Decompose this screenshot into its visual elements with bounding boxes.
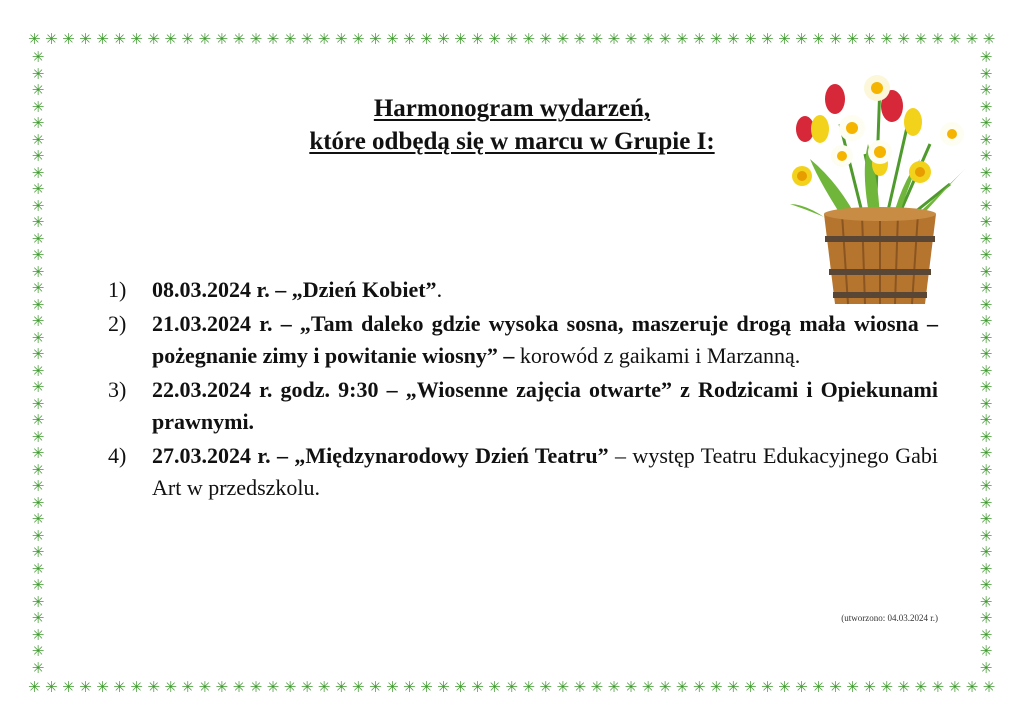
border-asterisk-icon: ✳	[31, 609, 45, 627]
event-title: 08.03.2024 r. – „Dzień Kobiet”	[152, 277, 437, 302]
border-asterisk-icon: ✳	[31, 411, 45, 429]
border-asterisk-icon: ✳	[232, 30, 246, 48]
border-asterisk-icon: ✳	[31, 48, 45, 66]
border-asterisk-icon: ✳	[979, 526, 993, 545]
border-asterisk-icon: ✳	[62, 30, 75, 48]
border-asterisk-icon: ✳	[300, 678, 314, 696]
title-line-2: które odbędą się w marcu w Grupie I:	[309, 128, 715, 155]
border-asterisk-icon: ✳	[979, 510, 993, 528]
border-asterisk-icon: ✳	[880, 30, 893, 48]
border-asterisk-icon: ✳	[979, 328, 993, 347]
border-asterisk-icon: ✳	[979, 196, 993, 215]
border-asterisk-icon: ✳	[471, 678, 484, 696]
border-asterisk-icon: ✳	[948, 678, 962, 696]
event-details: – występ Teatru Edukacyjnego Gabi Art w przedszkolu.	[152, 443, 938, 500]
border-asterisk-icon: ✳	[979, 394, 993, 413]
border-asterisk-icon: ✳	[96, 30, 109, 48]
border-asterisk-icon: ✳	[979, 64, 993, 83]
border-asterisk-icon: ✳	[914, 30, 928, 48]
border-asterisk-icon: ✳	[743, 30, 757, 48]
border-asterisk-icon: ✳	[829, 678, 842, 696]
border-asterisk-icon: ✳	[914, 678, 928, 696]
border-asterisk-icon: ✳	[147, 30, 160, 48]
events-list	[104, 274, 938, 506]
border-asterisk-icon: ✳	[351, 678, 365, 696]
border-asterisk-icon: ✳	[28, 678, 41, 696]
border-asterisk-icon: ✳	[488, 678, 501, 696]
border-asterisk-icon: ✳	[979, 576, 993, 594]
border-asterisk-icon: ✳	[403, 30, 416, 48]
border-asterisk-icon: ✳	[283, 30, 297, 48]
border-asterisk-icon: ✳	[539, 678, 552, 696]
border-asterisk-icon: ✳	[979, 658, 993, 677]
border-asterisk-icon: ✳	[590, 30, 604, 48]
border-asterisk-icon: ✳	[31, 576, 45, 594]
border-asterisk-icon: ✳	[979, 625, 993, 644]
border-asterisk-icon: ✳	[539, 30, 552, 48]
page-title	[200, 92, 824, 158]
border-asterisk-icon: ✳	[334, 678, 348, 696]
border-asterisk-icon: ✳	[675, 30, 689, 48]
border-asterisk-icon: ✳	[31, 543, 45, 561]
border-asterisk-icon: ✳	[726, 678, 740, 696]
border-asterisk-icon: ✳	[979, 147, 993, 165]
border-asterisk-icon: ✳	[931, 678, 945, 696]
border-asterisk-icon: ✳	[249, 678, 263, 696]
border-asterisk-icon: ✳	[437, 678, 450, 696]
border-asterisk-icon: ✳	[624, 30, 638, 48]
border-asterisk-icon: ✳	[607, 30, 621, 48]
border-asterisk-icon: ✳	[982, 678, 996, 696]
border-asterisk-icon: ✳	[979, 163, 993, 182]
border-asterisk-icon: ✳	[31, 526, 45, 545]
border-asterisk-icon: ✳	[778, 30, 791, 48]
border-asterisk-icon: ✳	[113, 30, 126, 48]
border-asterisk-icon: ✳	[590, 678, 604, 696]
border-asterisk-icon: ✳	[979, 642, 993, 660]
border-asterisk-icon: ✳	[31, 279, 45, 297]
border-asterisk-icon: ✳	[931, 30, 945, 48]
border-asterisk-icon: ✳	[863, 678, 876, 696]
border-asterisk-icon: ✳	[79, 30, 92, 48]
border-asterisk-icon: ✳	[351, 30, 365, 48]
border-asterisk-icon: ✳	[658, 30, 672, 48]
event-number: 1)	[108, 277, 127, 302]
border-asterisk-icon: ✳	[31, 394, 45, 413]
border-asterisk-icon: ✳	[979, 262, 993, 281]
border-left	[28, 50, 48, 676]
border-asterisk-icon: ✳	[31, 163, 45, 182]
border-asterisk-icon: ✳	[368, 678, 382, 696]
event-details: korowód z gaikami i Marzanną.	[514, 343, 801, 368]
border-asterisk-icon: ✳	[624, 678, 638, 696]
event-title: 22.03.2024 r. godz. 9:30 – „Wiosenne zajęcia otwarte” z Rodzicami i Opiekunami prawnymi.	[152, 377, 938, 434]
border-asterisk-icon: ✳	[31, 213, 45, 231]
border-asterisk-icon: ✳	[965, 678, 979, 696]
border-asterisk-icon: ✳	[317, 678, 331, 696]
event-number: 4)	[108, 443, 127, 468]
border-asterisk-icon: ✳	[454, 30, 467, 48]
event-number: 2)	[108, 311, 127, 336]
border-asterisk-icon: ✳	[31, 493, 45, 512]
border-asterisk-icon: ✳	[31, 625, 45, 644]
border-asterisk-icon: ✳	[979, 114, 993, 132]
border-asterisk-icon: ✳	[692, 30, 706, 48]
border-asterisk-icon: ✳	[31, 246, 45, 264]
border-asterisk-icon: ✳	[979, 378, 993, 396]
border-asterisk-icon: ✳	[979, 48, 993, 66]
border-asterisk-icon: ✳	[181, 30, 194, 48]
border-top	[28, 29, 996, 49]
border-asterisk-icon: ✳	[31, 559, 45, 578]
border-asterisk-icon: ✳	[164, 30, 177, 48]
border-asterisk-icon: ✳	[795, 30, 808, 48]
border-asterisk-icon: ✳	[979, 81, 993, 99]
border-asterisk-icon: ✳	[266, 30, 280, 48]
border-asterisk-icon: ✳	[31, 130, 45, 149]
border-asterisk-icon: ✳	[334, 30, 348, 48]
border-asterisk-icon: ✳	[897, 30, 910, 48]
border-asterisk-icon: ✳	[979, 460, 993, 479]
border-asterisk-icon: ✳	[979, 427, 993, 446]
border-asterisk-icon: ✳	[31, 312, 45, 330]
border-asterisk-icon: ✳	[31, 147, 45, 165]
border-asterisk-icon: ✳	[317, 30, 331, 48]
border-asterisk-icon: ✳	[31, 592, 45, 611]
border-asterisk-icon: ✳	[948, 30, 962, 48]
border-asterisk-icon: ✳	[130, 30, 143, 48]
border-asterisk-icon: ✳	[556, 30, 570, 48]
border-asterisk-icon: ✳	[31, 477, 45, 495]
border-asterisk-icon: ✳	[573, 678, 587, 696]
border-asterisk-icon: ✳	[45, 30, 58, 48]
border-asterisk-icon: ✳	[979, 97, 993, 116]
border-asterisk-icon: ✳	[982, 30, 996, 48]
title-line-1: Harmonogram wydarzeń,	[373, 95, 651, 122]
border-asterisk-icon: ✳	[607, 678, 621, 696]
border-asterisk-icon: ✳	[385, 30, 399, 48]
border-asterisk-icon: ✳	[979, 543, 993, 561]
border-asterisk-icon: ✳	[979, 361, 993, 380]
border-asterisk-icon: ✳	[130, 678, 143, 696]
border-asterisk-icon: ✳	[198, 678, 212, 696]
border-asterisk-icon: ✳	[147, 678, 160, 696]
border-asterisk-icon: ✳	[573, 30, 587, 48]
border-asterisk-icon: ✳	[454, 678, 467, 696]
border-asterisk-icon: ✳	[164, 678, 177, 696]
border-asterisk-icon: ✳	[266, 678, 280, 696]
border-asterisk-icon: ✳	[31, 64, 45, 83]
border-asterisk-icon: ✳	[31, 229, 45, 248]
border-asterisk-icon: ✳	[96, 678, 109, 696]
event-title: 21.03.2024 r. – „Tam daleko gdzie wysoka sosna, maszeruje drogą mała wiosna – pożegnanie zimy i powitanie wiosny” –	[152, 311, 938, 368]
border-asterisk-icon: ✳	[249, 30, 263, 48]
border-asterisk-icon: ✳	[385, 678, 399, 696]
border-asterisk-icon: ✳	[812, 678, 825, 696]
border-asterisk-icon: ✳	[709, 30, 723, 48]
border-asterisk-icon: ✳	[232, 678, 246, 696]
border-asterisk-icon: ✳	[368, 30, 382, 48]
border-asterisk-icon: ✳	[829, 30, 842, 48]
border-asterisk-icon: ✳	[979, 444, 993, 462]
border-asterisk-icon: ✳	[31, 180, 45, 198]
border-asterisk-icon: ✳	[283, 678, 297, 696]
event-details: .	[436, 277, 443, 302]
border-asterisk-icon: ✳	[31, 658, 45, 677]
border-asterisk-icon: ✳	[215, 678, 229, 696]
border-asterisk-icon: ✳	[31, 295, 45, 314]
border-asterisk-icon: ✳	[31, 361, 45, 380]
border-asterisk-icon: ✳	[437, 30, 450, 48]
border-asterisk-icon: ✳	[420, 678, 433, 696]
border-asterisk-icon: ✳	[300, 30, 314, 48]
border-asterisk-icon: ✳	[62, 678, 75, 696]
border-asterisk-icon: ✳	[709, 678, 723, 696]
border-asterisk-icon: ✳	[979, 229, 993, 248]
event-item-3	[104, 374, 938, 438]
border-asterisk-icon: ✳	[31, 262, 45, 281]
border-asterisk-icon: ✳	[505, 678, 518, 696]
border-asterisk-icon: ✳	[420, 30, 433, 48]
border-asterisk-icon: ✳	[658, 678, 672, 696]
border-bottom	[28, 677, 996, 697]
border-asterisk-icon: ✳	[28, 30, 41, 48]
border-asterisk-icon: ✳	[795, 678, 808, 696]
border-asterisk-icon: ✳	[45, 678, 58, 696]
border-asterisk-icon: ✳	[113, 678, 126, 696]
border-asterisk-icon: ✳	[215, 30, 229, 48]
border-asterisk-icon: ✳	[692, 678, 706, 696]
border-asterisk-icon: ✳	[863, 30, 876, 48]
border-asterisk-icon: ✳	[979, 559, 993, 578]
border-asterisk-icon: ✳	[31, 97, 45, 116]
border-asterisk-icon: ✳	[897, 678, 910, 696]
border-asterisk-icon: ✳	[743, 678, 757, 696]
border-asterisk-icon: ✳	[675, 678, 689, 696]
border-asterisk-icon: ✳	[979, 411, 993, 429]
border-asterisk-icon: ✳	[965, 30, 979, 48]
border-asterisk-icon: ✳	[522, 678, 535, 696]
border-asterisk-icon: ✳	[846, 30, 859, 48]
border-asterisk-icon: ✳	[31, 642, 45, 660]
border-asterisk-icon: ✳	[761, 678, 774, 696]
border-asterisk-icon: ✳	[979, 130, 993, 149]
border-asterisk-icon: ✳	[979, 246, 993, 264]
border-asterisk-icon: ✳	[979, 477, 993, 495]
border-asterisk-icon: ✳	[31, 427, 45, 446]
border-asterisk-icon: ✳	[979, 180, 993, 198]
border-asterisk-icon: ✳	[31, 460, 45, 479]
border-asterisk-icon: ✳	[979, 312, 993, 330]
event-number: 3)	[108, 377, 127, 402]
border-asterisk-icon: ✳	[778, 678, 791, 696]
border-asterisk-icon: ✳	[181, 678, 194, 696]
border-asterisk-icon: ✳	[556, 678, 570, 696]
event-item-4	[104, 440, 938, 504]
border-asterisk-icon: ✳	[979, 493, 993, 512]
border-asterisk-icon: ✳	[641, 678, 655, 696]
border-asterisk-icon: ✳	[846, 678, 859, 696]
border-asterisk-icon: ✳	[488, 30, 501, 48]
border-asterisk-icon: ✳	[31, 444, 45, 462]
border-asterisk-icon: ✳	[403, 678, 416, 696]
border-asterisk-icon: ✳	[31, 510, 45, 528]
border-asterisk-icon: ✳	[979, 609, 993, 627]
border-asterisk-icon: ✳	[979, 345, 993, 363]
border-asterisk-icon: ✳	[979, 279, 993, 297]
creation-date-note: (utworzono: 04.03.2024 r.)	[841, 613, 938, 623]
border-asterisk-icon: ✳	[812, 30, 825, 48]
border-asterisk-icon: ✳	[31, 378, 45, 396]
border-asterisk-icon: ✳	[979, 592, 993, 611]
border-asterisk-icon: ✳	[31, 81, 45, 99]
event-item-2	[104, 308, 938, 372]
border-asterisk-icon: ✳	[880, 678, 893, 696]
border-asterisk-icon: ✳	[761, 30, 774, 48]
border-asterisk-icon: ✳	[979, 213, 993, 231]
border-asterisk-icon: ✳	[471, 30, 484, 48]
border-asterisk-icon: ✳	[641, 30, 655, 48]
event-item-1	[104, 274, 938, 306]
border-asterisk-icon: ✳	[31, 196, 45, 215]
border-asterisk-icon: ✳	[522, 30, 535, 48]
border-asterisk-icon: ✳	[198, 30, 212, 48]
border-asterisk-icon: ✳	[79, 678, 92, 696]
border-asterisk-icon: ✳	[979, 295, 993, 314]
border-asterisk-icon: ✳	[505, 30, 518, 48]
border-asterisk-icon: ✳	[31, 114, 45, 132]
border-asterisk-icon: ✳	[31, 328, 45, 347]
border-asterisk-icon: ✳	[31, 345, 45, 363]
event-title: 27.03.2024 r. – „Międzynarodowy Dzień Teatru”	[152, 443, 609, 468]
border-asterisk-icon: ✳	[726, 30, 740, 48]
